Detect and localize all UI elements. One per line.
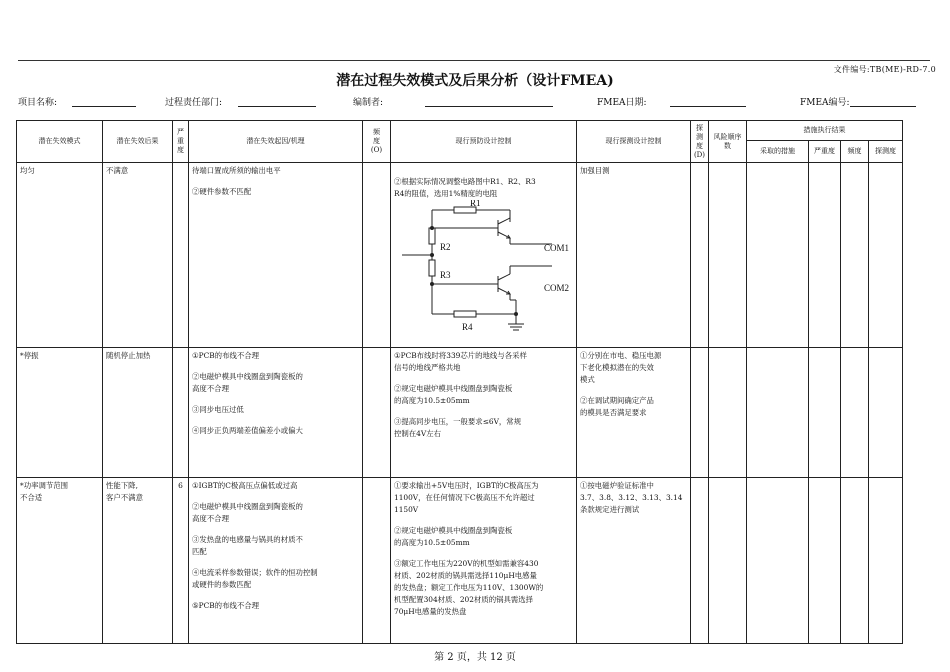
effect-cell: 不满意 (103, 163, 173, 348)
rpn-cell (709, 163, 747, 348)
prevention-item: ②规定电磁炉模具中线圈盘到陶瓷板 的高度为10.5±05mm (394, 384, 513, 405)
prevention-cell (391, 348, 577, 478)
cause-item: ②硬件参数不匹配 (192, 187, 252, 196)
detection-item: ①分别在市电、稳压电源 下老化模拟潜在的失效 模式 (580, 351, 662, 384)
detection-cell (691, 163, 709, 348)
header-cause: 潜在失效起因/机理 (189, 121, 363, 163)
action-taken-cell (747, 478, 809, 644)
result-severity-cell (809, 348, 841, 478)
prepared-by-label: 编制者: (353, 98, 384, 108)
cause-item: ④电流采样参数错误；软件的恒功控制 或硬件的参数匹配 (192, 568, 318, 589)
project-name-label: 项目名称: (18, 98, 58, 108)
header-occurrence: 频 度 (O) (363, 121, 391, 163)
page-title: 潜在过程失效模式及后果分析（设计FMEA) (336, 73, 614, 89)
label-r2: R2 (440, 242, 451, 252)
cause-item: ②电磁炉模具中线圈盘到陶瓷板的 高度不合理 (192, 372, 303, 393)
header-result-occurrence: 频度 (841, 141, 869, 163)
detection-item: 加强目测 (580, 166, 610, 175)
label-r3: R3 (440, 270, 451, 280)
page-footer: 第 2 页，共 12 页 (434, 652, 516, 663)
header-detection: 探 测 度 (D) (691, 121, 709, 163)
fmea-no-field[interactable] (850, 106, 916, 107)
fmea-no-label: FMEA编号: (800, 98, 850, 108)
result-detection-cell (869, 478, 903, 644)
prevention-item: ②规定电磁炉模具中线圈盘到陶瓷板 的高度为10.5±05mm (394, 526, 513, 547)
table-row (17, 348, 903, 478)
cause-item: ⑤PCB的布线不合理 (192, 601, 260, 610)
header-action-results: 措施执行结果 (747, 121, 903, 141)
header-result-severity: 严重度 (809, 141, 841, 163)
circuit-diagram (394, 200, 572, 338)
prevention-item: ①PCB布线时将339芯片的地线与各采样 信号的地线严格共地 (394, 351, 527, 372)
occurrence-cell (363, 348, 391, 478)
project-name-field[interactable] (72, 106, 136, 107)
cause-item: ①PCB的布线不合理 (192, 351, 260, 360)
rpn-cell (709, 348, 747, 478)
header-prevention: 现行预防设计控制 (391, 121, 577, 163)
detection-item: ②在调试期间确定产品 的模具是否满足要求 (580, 396, 654, 417)
action-taken-cell (747, 348, 809, 478)
cause-item: ③发热盘的电感量与锅具的材质不 匹配 (192, 535, 303, 556)
cause-cell (189, 478, 363, 644)
prevention-cell (391, 478, 577, 644)
process-dept-label: 过程责任部门: (165, 98, 223, 108)
effect-cell: 性能下降, 客户不满意 (103, 478, 173, 644)
failure-mode-cell: 均匀 (17, 163, 103, 348)
header-action-taken: 采取的措施 (747, 141, 809, 163)
header-effect: 潜在失效后果 (103, 121, 173, 163)
header-rpn: 风险顺序 数 (709, 121, 747, 163)
header-result-detection: 探测度 (869, 141, 903, 163)
result-severity-cell (809, 478, 841, 644)
detection-item: ①按电磁炉验证标准中 3.7、3.8、3.12、3.13、3.14 条款规定进行测试 (580, 481, 683, 514)
detection-cell (691, 478, 709, 644)
result-occurrence-cell (841, 348, 869, 478)
result-occurrence-cell (841, 163, 869, 348)
action-taken-cell (747, 163, 809, 348)
prevention-item: ②根据实际情况调整电路图中R1、R2、R3 R4的阻值，选用1%精度的电阻 (394, 177, 536, 198)
header-severity: 严 重 度 (173, 121, 189, 163)
fmea-date-label: FMEA日期: (597, 98, 647, 108)
result-detection-cell (869, 348, 903, 478)
document-number: 文件编号:TB(ME)-RD-7.0 (833, 65, 936, 74)
top-rule (18, 60, 930, 61)
detection-control-cell (577, 348, 691, 478)
occurrence-cell (363, 478, 391, 644)
prevention-item: ③额定工作电压为220V的机型如需兼容430 材质、202材质的锅具需选择110μH电感量 的发热盘；额定工作电压为110V、1300W的 机型配置304材质、202材质的锅具需选择 70μH电感量的发热盘 (394, 559, 544, 616)
severity-cell: 6 (173, 478, 189, 644)
fmea-table (16, 120, 903, 644)
effect-cell: 随机停止加热 (103, 348, 173, 478)
table-row (17, 478, 903, 644)
label-com1: COM1 (544, 243, 570, 253)
result-severity-cell (809, 163, 841, 348)
rpn-cell (709, 478, 747, 644)
resistor-r4 (454, 311, 476, 317)
table-row (17, 163, 903, 348)
fmea-date-field[interactable] (670, 106, 746, 107)
detection-control-cell (577, 163, 691, 348)
prevention-item: ③提高同步电压，一般要求≤6V，常规 控制在4V左右 (394, 417, 522, 438)
label-r4: R4 (462, 322, 473, 332)
result-detection-cell (869, 163, 903, 348)
prepared-by-field[interactable] (425, 106, 553, 107)
header-detection-control: 现行探测设计控制 (577, 121, 691, 163)
prevention-item: ①要求输出+5V电压时，IGBT的C极高压为 1100V，在任何情况下C极高压不允许超过 1150V (394, 481, 539, 514)
result-occurrence-cell (841, 478, 869, 644)
prevention-cell (391, 163, 577, 348)
header-failure-mode: 潜在失效模式 (17, 121, 103, 163)
resistor-r3 (429, 260, 435, 276)
cause-item: 待端口置成所须的输出电平 (192, 166, 281, 175)
process-dept-field[interactable] (238, 106, 316, 107)
detection-cell (691, 348, 709, 478)
detection-control-cell (577, 478, 691, 644)
cause-cell (189, 163, 363, 348)
severity-cell (173, 163, 189, 348)
cause-item: ③同步电压过低 (192, 405, 244, 414)
cause-item: ②电磁炉模具中线圈盘到陶瓷板的 高度不合理 (192, 502, 303, 523)
cause-item: ④同步正负两端差值偏差小或偏大 (192, 426, 303, 435)
severity-cell (173, 348, 189, 478)
cause-item: ①IGBT的C极高压点偏低或过高 (192, 481, 298, 490)
cause-cell (189, 348, 363, 478)
failure-mode-cell: *功率调节范围 不合适 (17, 478, 103, 644)
occurrence-cell (363, 163, 391, 348)
label-com2: COM2 (544, 283, 570, 293)
resistor-r2 (429, 228, 435, 244)
failure-mode-cell: *停振 (17, 348, 103, 478)
label-r1: R1 (470, 200, 481, 208)
